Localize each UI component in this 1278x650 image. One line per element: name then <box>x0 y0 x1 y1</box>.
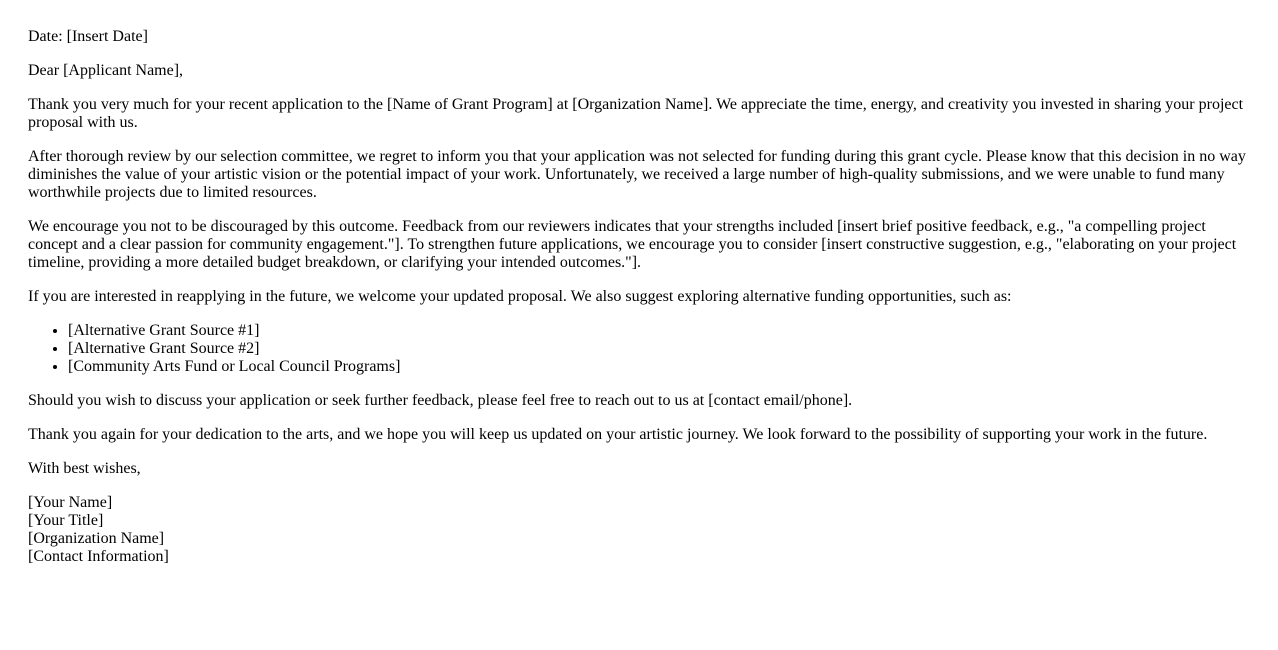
signature-organization: [Organization Name] <box>28 530 165 547</box>
signature-name: [Your Name] <box>28 494 113 511</box>
paragraph-contact: Should you wish to discuss your application or seek further feedback, please feel free to reach out to us at [contact email/phone]. <box>28 392 853 409</box>
paragraph-decision: After thorough review by our selection committee, we regret to inform you that your application was not selected for funding during this grant cycle. Please know that this decision in no way diminishes the value of your artistic vision or the potential impact of your work. Unfortunately, we received a large number of high-quality submissions, and we were unable to fund many worthwhile projects due to limited resources. <box>28 148 1246 201</box>
list-item: • [Alternative Grant Source #1] <box>68 322 1250 340</box>
paragraph-reapply: If you are interested in reapplying in the future, we welcome your updated proposal. We also suggest exploring alternative funding opportunities, such as: <box>28 288 1012 305</box>
paragraph-closing: Thank you again for your dedication to the arts, and we hope you will keep us updated on your artistic journey. We look forward to the possibility of supporting your work in the future. <box>28 426 1208 443</box>
letter-greeting: Dear [Applicant Name], <box>28 62 184 79</box>
paragraph-thanks: Thank you very much for your recent application to the [Name of Grant Program] at [Organization Name]. We appreciate the time, energy, and creativity you invested in sharing your project proposal with us. <box>28 96 1244 131</box>
letter-date: Date: [Insert Date] <box>28 28 148 45</box>
letter <box>28 28 1250 566</box>
alternative-funding-list <box>28 322 1250 376</box>
signature-contact: [Contact Information] <box>28 548 169 565</box>
letter-signoff: With best wishes, <box>28 460 141 477</box>
signature-block <box>28 494 1250 566</box>
list-item: • [Alternative Grant Source #2] <box>68 340 1250 358</box>
list-item: • [Community Arts Fund or Local Council Programs] <box>68 358 1250 376</box>
paragraph-feedback: We encourage you not to be discouraged by this outcome. Feedback from our reviewers indicates that your strengths included [insert brief positive feedback, e.g., "a compelling project concept and a clear passion for community engagement."]. To strengthen future applications, we encourage you to consider [insert constructive suggestion, e.g., "elaborating on your project timeline, providing a more detailed budget breakdown, or clarifying your intended outcomes."]. <box>28 218 1237 271</box>
signature-title: [Your Title] <box>28 512 104 529</box>
